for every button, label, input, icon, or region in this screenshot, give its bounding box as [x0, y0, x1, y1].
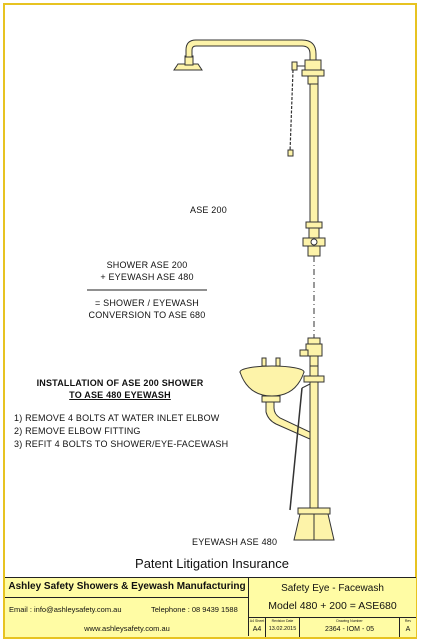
install-heading-1: INSTALLATION OF ASE 200 SHOWER [36, 378, 204, 388]
sheet-size-cell [249, 618, 265, 637]
step-3: 3) REFIT 4 BOLTS TO SHOWER/EYE-FACEWASH [14, 439, 229, 449]
foot-pedal-rod [290, 388, 302, 510]
combo-line-1: SHOWER ASE 200 [106, 260, 188, 270]
title-divider [5, 597, 249, 598]
eyewash-model-label: EYEWASH ASE 480 [192, 537, 278, 547]
email-text: Email : info@ashleysafety.com.au [9, 605, 122, 614]
drain-pipe [266, 402, 314, 440]
product-block [249, 578, 416, 636]
drawing-number-header: Drawing Number [336, 619, 363, 623]
drawing-info-cells [249, 617, 416, 637]
company-name: Ashley Safety Showers & Eyewash Manufacturing [8, 581, 246, 592]
company-block [5, 578, 249, 636]
shower-head [174, 56, 202, 70]
website-text: www.ashleysafety.com.au [84, 624, 170, 633]
eyewash-riser-pipe [304, 366, 324, 514]
shower-valve [292, 60, 324, 84]
revision-date-header: Revision Date [271, 619, 294, 623]
rev-value: A [405, 626, 411, 633]
telephone-text: Telephone : 08 9439 1588 [151, 605, 238, 614]
eyewash-bowl [240, 358, 304, 402]
step-1: 1) REMOVE 4 BOLTS AT WATER INLET ELBOW [14, 413, 220, 423]
title-block [5, 577, 416, 637]
eyewash-inlet-fitting [300, 338, 322, 366]
result-line-2: CONVERSION TO ASE 680 [88, 310, 206, 320]
drawing-number-value: 2364 - IOM - 05 [324, 626, 375, 633]
base-plate [294, 508, 334, 540]
upper-riser-pipe [303, 84, 325, 256]
sheet-size-header: A4 Sheet [249, 619, 265, 623]
overhead-pipe [186, 40, 316, 60]
result-line-1: = SHOWER / EYEWASH [94, 298, 200, 308]
revision-date-cell [265, 618, 299, 637]
combo-line-2: + EYEWASH ASE 480 [100, 272, 194, 282]
shower-model-label: ASE 200 [190, 205, 227, 215]
pedal-link [302, 384, 310, 388]
revision-date-value: 13.02.2015 [268, 626, 297, 632]
drawing-number-cell [299, 618, 399, 637]
rev-header: Rev [404, 619, 412, 623]
rev-cell [399, 618, 416, 637]
product-name: Safety Eye - Facewash [281, 583, 384, 594]
model-text: Model 480 + 200 = ASE680 [268, 600, 397, 612]
pull-rod [288, 70, 293, 156]
step-2: 2) REMOVE ELBOW FITTING [14, 426, 141, 436]
install-heading-2: TO ASE 480 EYEWASH [69, 390, 171, 400]
sheet-size-value: A4 [252, 626, 262, 633]
caption: Patent Litigation Insurance [135, 556, 289, 571]
